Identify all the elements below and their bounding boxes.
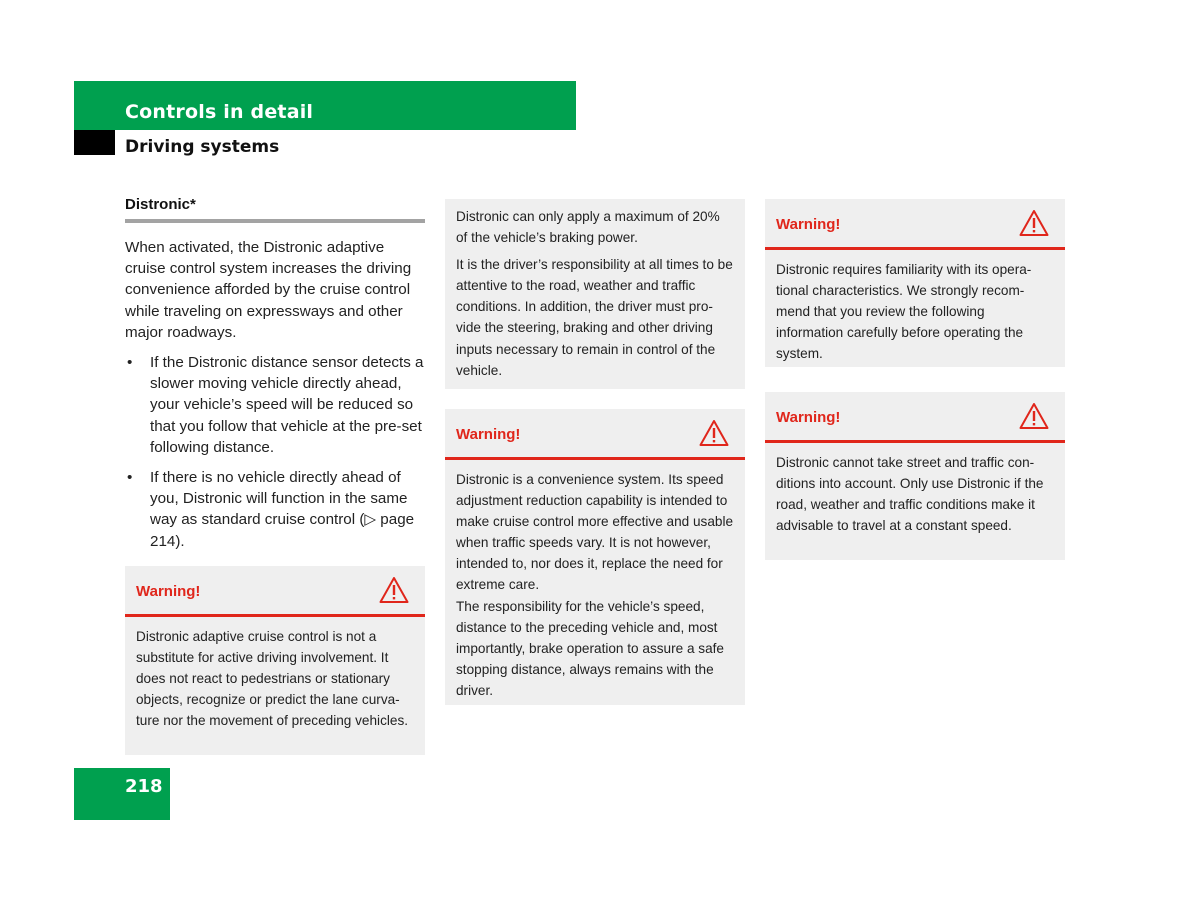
section-marker (74, 130, 115, 155)
warning-text: Distronic cannot take street and traffic con-ditions into account. Only use Distronic if the road, weather and traffic conditions make it advisable to travel at a constant speed. (776, 455, 1044, 534)
warning-label: Warning! (136, 583, 201, 600)
warning-text: Distronic is a convenience system. Its speed adjustment reduction capability is intended to make cruise control more effective and usable when traffic speeds vary. It is not however, intended to, nor does it, replace the need for extreme care. (456, 472, 734, 593)
list-item: • If the Distronic distance sensor detects a slower moving vehicle directly ahead, your vehicle’s speed will be reduced so that you follow that vehicle at the pre-set following distance. (127, 354, 424, 456)
warning-header (765, 199, 1065, 250)
bullet-marker: • (127, 354, 133, 372)
warning-text: Distronic requires familiarity with its opera-tional characteristics. We strongly recom-mend that you review the following information carefully before operating the system. (776, 262, 1032, 362)
page-number: 218 (125, 776, 163, 797)
section-rule (125, 219, 425, 223)
warning-triangle-icon (699, 419, 729, 447)
warning-label: Warning! (456, 426, 521, 443)
bullet-list (125, 352, 425, 552)
warning-header (125, 566, 425, 617)
warning-header (445, 409, 745, 460)
warning-label: Warning! (776, 409, 841, 426)
intro-paragraph: When activated, the Distronic adaptive cruise control system increases the driving convenience afforded by the cruise control while traveling on expressways and other major roadways. (125, 239, 412, 341)
warning-triangle-icon (1019, 402, 1049, 430)
info-box (445, 199, 745, 389)
info-paragraph: Distronic can only apply a maximum of 20% of the vehicle’s braking power. (456, 209, 720, 246)
warning-triangle-icon (1019, 209, 1049, 237)
info-paragraph: It is the driver’s responsibility at all times to be attentive to the road, weather and traffic conditions. In addition, the driver must pro-vide the steering, braking and other driving inputs necessary to remain in control of the vehicle. (456, 257, 733, 378)
bullet-marker: • (127, 469, 133, 487)
warning-text: Distronic adaptive cruise control is not a substitute for active driving involvement. It does not react to pedestrians or stationary objects, recognize or predict the lane curva-ture nor the movement of preceding vehicles. (136, 629, 409, 729)
section-heading: Distronic* (125, 196, 196, 213)
list-item: • If there is no vehicle directly ahead of you, Distronic will function in the same way as standard cruise control (▷ page 214). (127, 469, 415, 550)
page-title: Controls in detail (125, 101, 314, 123)
warning-box-1 (125, 566, 425, 755)
warning-text: The responsibility for the vehicle’s speed, distance to the preceding vehicle and, most importantly, brake operation to assure a safe stopping distance, always remains with the driver. (456, 598, 724, 698)
warning-box-4 (765, 392, 1065, 560)
warning-box-3 (765, 199, 1065, 367)
warning-header (765, 392, 1065, 443)
warning-box-2 (445, 409, 745, 705)
page-subtitle: Driving systems (125, 137, 280, 157)
column-left (125, 196, 425, 561)
warning-label: Warning! (776, 216, 841, 233)
warning-triangle-icon (379, 576, 409, 604)
